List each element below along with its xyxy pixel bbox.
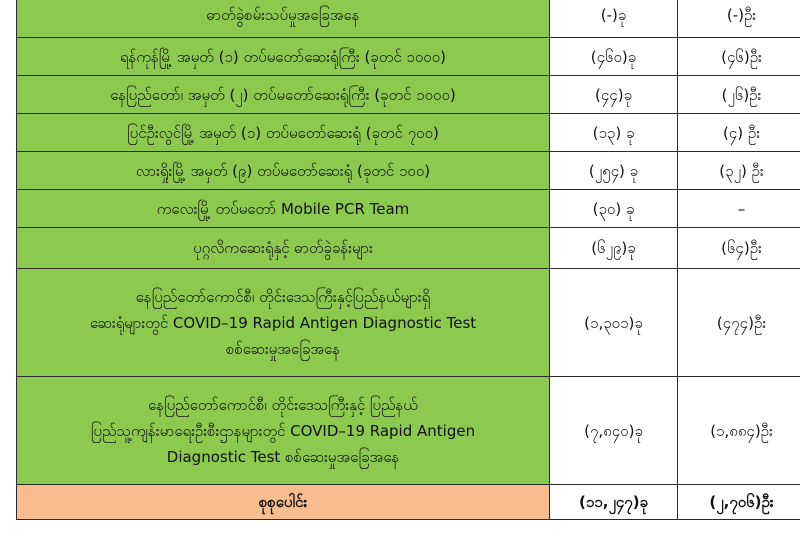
row-count: (၄၆၀)ခု <box>550 38 678 76</box>
row-people: (၄) ဦး <box>678 114 800 152</box>
table-row <box>17 377 800 485</box>
row-description <box>17 190 550 228</box>
row-description <box>17 228 550 269</box>
row-count: (၂၅၄) ခု <box>550 152 678 190</box>
row-people: (၆၄)ဦး <box>678 228 800 269</box>
row-people: (၄၆)ဦး <box>678 38 800 76</box>
total-label: စုစုပေါင်း <box>17 485 550 520</box>
table-row <box>17 269 800 377</box>
statistics-table <box>16 0 800 520</box>
row-description-line: ကလေးမြို့ တပ်မတော် Mobile PCR Team <box>156 199 410 218</box>
row-description-line: နေပြည်တော်ကောင်စီ၊ တိုင်းဒေသကြီးနှင့်ပြည်နယ်များရှိ <box>135 287 431 306</box>
row-people: (၁,၈၈၄)ဦး <box>678 377 800 485</box>
row-count: (၁၃) ခု <box>550 114 678 152</box>
row-description <box>17 38 550 76</box>
row-description-line: ရန်ကုန်မြို့ အမှတ် (၁) တပ်မတော်ဆေးရုံကြီး (ခုတင် ၁၀၀၀) <box>119 47 447 66</box>
row-description <box>17 114 550 152</box>
row-description <box>17 152 550 190</box>
total-people: (၂,၇၀၆)ဦး <box>678 485 800 520</box>
row-count: (၆၂၉)ခု <box>550 228 678 269</box>
row-count: (၄၄)ခု <box>550 76 678 114</box>
row-description <box>17 377 550 485</box>
row-description-line: ဓာတ်ခွဲစမ်းသပ်မှုအခြေအနေ <box>206 6 360 24</box>
table-row <box>17 228 800 269</box>
row-count: (၁,၃၀၁)ခု <box>550 269 678 377</box>
table-row <box>17 38 800 76</box>
row-description-line: စစ်ဆေးမှုအခြေအနေ <box>225 339 341 358</box>
row-people: – <box>678 190 800 228</box>
row-description-line: နေပြည်တော်ကောင်စီ၊ တိုင်းဒေသကြီးနှင့် ပြည်နယ် <box>148 395 418 414</box>
row-people: (၃၂) ဦး <box>678 152 800 190</box>
table-row <box>17 152 800 190</box>
row-description <box>17 76 550 114</box>
row-people: (၂၆)ဦး <box>678 76 800 114</box>
total-count: (၁၁,၂၄၇)ခု <box>550 485 678 520</box>
table-row <box>17 114 800 152</box>
row-description-line: ဆေးရုံများတွင် COVID–19 Rapid Antigen Diagnostic Test <box>89 313 477 332</box>
row-description-line: နေပြည်တော်၊ အမှတ် (၂) တပ်မတော်ဆေးရုံကြီး (ခုတင် ၁၀၀၀) <box>110 85 456 104</box>
total-row <box>17 485 800 520</box>
row-people: (-)ဦး <box>678 0 800 38</box>
row-count: (၇,၈၄၀)ခု <box>550 377 678 485</box>
row-count: (၃၀) ခု <box>550 190 678 228</box>
row-description-line: ပြည်သူ့ကျန်းမာရေးဦးစီးဌာနများတွင် COVID–19 Rapid Antigen <box>90 421 476 440</box>
row-description-line: Diagnostic Test စစ်ဆေးမှုအခြေအနေ <box>166 447 400 466</box>
row-description-line: ပုဂ္ဂလိကဆေးရုံနှင့် ဓာတ်ခွဲခန်းများ <box>193 239 373 257</box>
row-description-line: လားရှိုးမြို့ အမှတ် (၉) တပ်မတော်ဆေးရုံ (ခုတင် ၁၀၀) <box>135 161 431 180</box>
row-description <box>17 0 550 38</box>
row-people: (၄၇၄)ဦး <box>678 269 800 377</box>
row-description-line: ပြင်ဦးလွင်မြို့ အမှတ် (၁) တပ်မတော်ဆေးရုံ (ခုတင် ၇၀၀) <box>127 123 439 142</box>
row-description <box>17 269 550 377</box>
row-count: (-)ခု <box>550 0 678 38</box>
table-row <box>17 0 800 38</box>
table-row <box>17 76 800 114</box>
table-row <box>17 190 800 228</box>
